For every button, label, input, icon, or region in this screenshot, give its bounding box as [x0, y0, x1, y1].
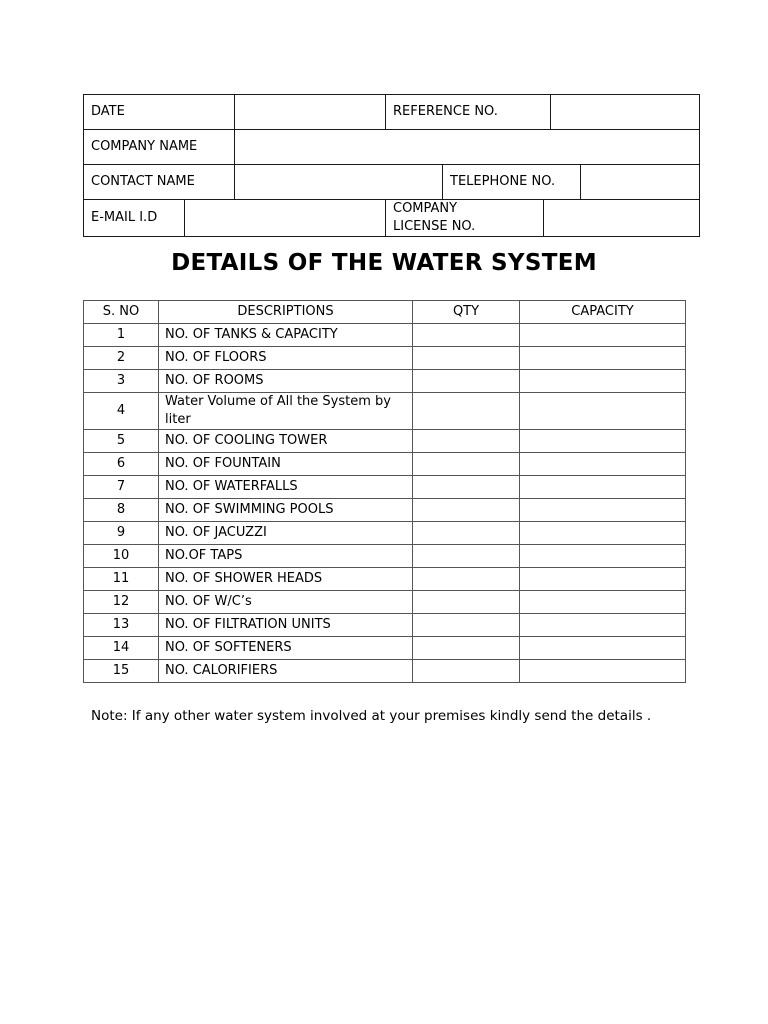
row-sno: 2 — [84, 347, 159, 370]
row-description: NO. OF SHOWER HEADS — [159, 568, 413, 591]
table-row — [84, 476, 686, 499]
header-row-company — [83, 130, 700, 165]
row-qty-field[interactable] — [413, 324, 520, 347]
row-sno: 9 — [84, 522, 159, 545]
row-qty-field[interactable] — [413, 453, 520, 476]
row-qty-field[interactable] — [413, 660, 520, 683]
row-description: NO. OF FILTRATION UNITS — [159, 614, 413, 637]
table-row — [84, 591, 686, 614]
row-description: NO. OF SWIMMING POOLS — [159, 499, 413, 522]
table-row — [84, 614, 686, 637]
row-qty-field[interactable] — [413, 347, 520, 370]
row-qty-field[interactable] — [413, 568, 520, 591]
page-title: DETAILS OF THE WATER SYSTEM — [171, 250, 597, 276]
row-qty-field[interactable] — [413, 522, 520, 545]
column-header-qty: QTY — [413, 301, 520, 324]
reference-field[interactable] — [550, 95, 699, 129]
row-sno: 3 — [84, 370, 159, 393]
header-row-date — [83, 94, 700, 130]
row-qty-field[interactable] — [413, 476, 520, 499]
row-sno: 15 — [84, 660, 159, 683]
table-row — [84, 393, 686, 430]
table-row — [84, 545, 686, 568]
row-qty-field[interactable] — [413, 393, 520, 430]
row-capacity-field[interactable] — [520, 545, 686, 568]
water-system-table — [83, 300, 686, 683]
table-row — [84, 347, 686, 370]
telephone-field[interactable] — [580, 165, 699, 199]
company-name-field[interactable] — [234, 130, 699, 164]
row-sno: 1 — [84, 324, 159, 347]
row-capacity-field[interactable] — [520, 324, 686, 347]
row-capacity-field[interactable] — [520, 453, 686, 476]
column-header-sno: S. NO — [84, 301, 159, 324]
row-capacity-field[interactable] — [520, 522, 686, 545]
row-description: NO. OF SOFTENERS — [159, 637, 413, 660]
email-label: E-MAIL I.D — [91, 210, 158, 225]
reference-label: REFERENCE NO. — [385, 95, 550, 129]
table-row — [84, 522, 686, 545]
row-description: NO. OF FOUNTAIN — [159, 453, 413, 476]
table-row — [84, 430, 686, 453]
row-description: NO. OF FLOORS — [159, 347, 413, 370]
row-sno: 7 — [84, 476, 159, 499]
row-sno: 13 — [84, 614, 159, 637]
company-name-label: COMPANY NAME — [91, 139, 198, 154]
row-capacity-field[interactable] — [520, 393, 686, 430]
row-sno: 14 — [84, 637, 159, 660]
row-qty-field[interactable] — [413, 614, 520, 637]
table-row — [84, 324, 686, 347]
table-row — [84, 568, 686, 591]
footer-note: Note: If any other water system involved at your premises kindly send the details . — [91, 708, 652, 724]
row-sno: 11 — [84, 568, 159, 591]
company-license-label: COMPANY LICENSE NO. — [385, 200, 543, 236]
table-row — [84, 660, 686, 683]
date-label: DATE — [91, 104, 125, 119]
row-capacity-field[interactable] — [520, 370, 686, 393]
row-sno: 6 — [84, 453, 159, 476]
table-row — [84, 453, 686, 476]
row-capacity-field[interactable] — [520, 499, 686, 522]
contact-name-field[interactable] — [234, 165, 442, 199]
row-qty-field[interactable] — [413, 545, 520, 568]
row-sno: 4 — [84, 393, 159, 430]
column-header-descriptions: DESCRIPTIONS — [159, 301, 413, 324]
row-capacity-field[interactable] — [520, 591, 686, 614]
row-capacity-field[interactable] — [520, 347, 686, 370]
telephone-label: TELEPHONE NO. — [442, 165, 580, 199]
row-capacity-field[interactable] — [520, 430, 686, 453]
header-row-contact — [83, 165, 700, 200]
row-sno: 10 — [84, 545, 159, 568]
row-capacity-field[interactable] — [520, 614, 686, 637]
row-qty-field[interactable] — [413, 591, 520, 614]
column-header-capacity: CAPACITY — [520, 301, 686, 324]
company-license-field[interactable] — [543, 200, 699, 236]
row-description: NO. OF WATERFALLS — [159, 476, 413, 499]
table-row — [84, 499, 686, 522]
row-description: NO. OF W/C’s — [159, 591, 413, 614]
row-description: NO. OF COOLING TOWER — [159, 430, 413, 453]
row-description: NO. OF ROOMS — [159, 370, 413, 393]
table-header-row — [84, 301, 686, 324]
row-qty-field[interactable] — [413, 370, 520, 393]
contact-name-label: CONTACT NAME — [91, 174, 195, 189]
row-qty-field[interactable] — [413, 637, 520, 660]
row-capacity-field[interactable] — [520, 476, 686, 499]
row-qty-field[interactable] — [413, 499, 520, 522]
row-description: Water Volume of All the System by liter — [159, 393, 413, 430]
date-field[interactable] — [234, 95, 385, 129]
row-sno: 5 — [84, 430, 159, 453]
row-capacity-field[interactable] — [520, 637, 686, 660]
row-sno: 12 — [84, 591, 159, 614]
row-description: NO.OF TAPS — [159, 545, 413, 568]
row-description: NO. CALORIFIERS — [159, 660, 413, 683]
row-qty-field[interactable] — [413, 430, 520, 453]
email-field[interactable] — [184, 200, 385, 236]
row-capacity-field[interactable] — [520, 660, 686, 683]
row-sno: 8 — [84, 499, 159, 522]
table-row — [84, 637, 686, 660]
header-row-email — [83, 200, 700, 237]
row-description: NO. OF TANKS & CAPACITY — [159, 324, 413, 347]
row-description: NO. OF JACUZZI — [159, 522, 413, 545]
table-row — [84, 370, 686, 393]
row-capacity-field[interactable] — [520, 568, 686, 591]
